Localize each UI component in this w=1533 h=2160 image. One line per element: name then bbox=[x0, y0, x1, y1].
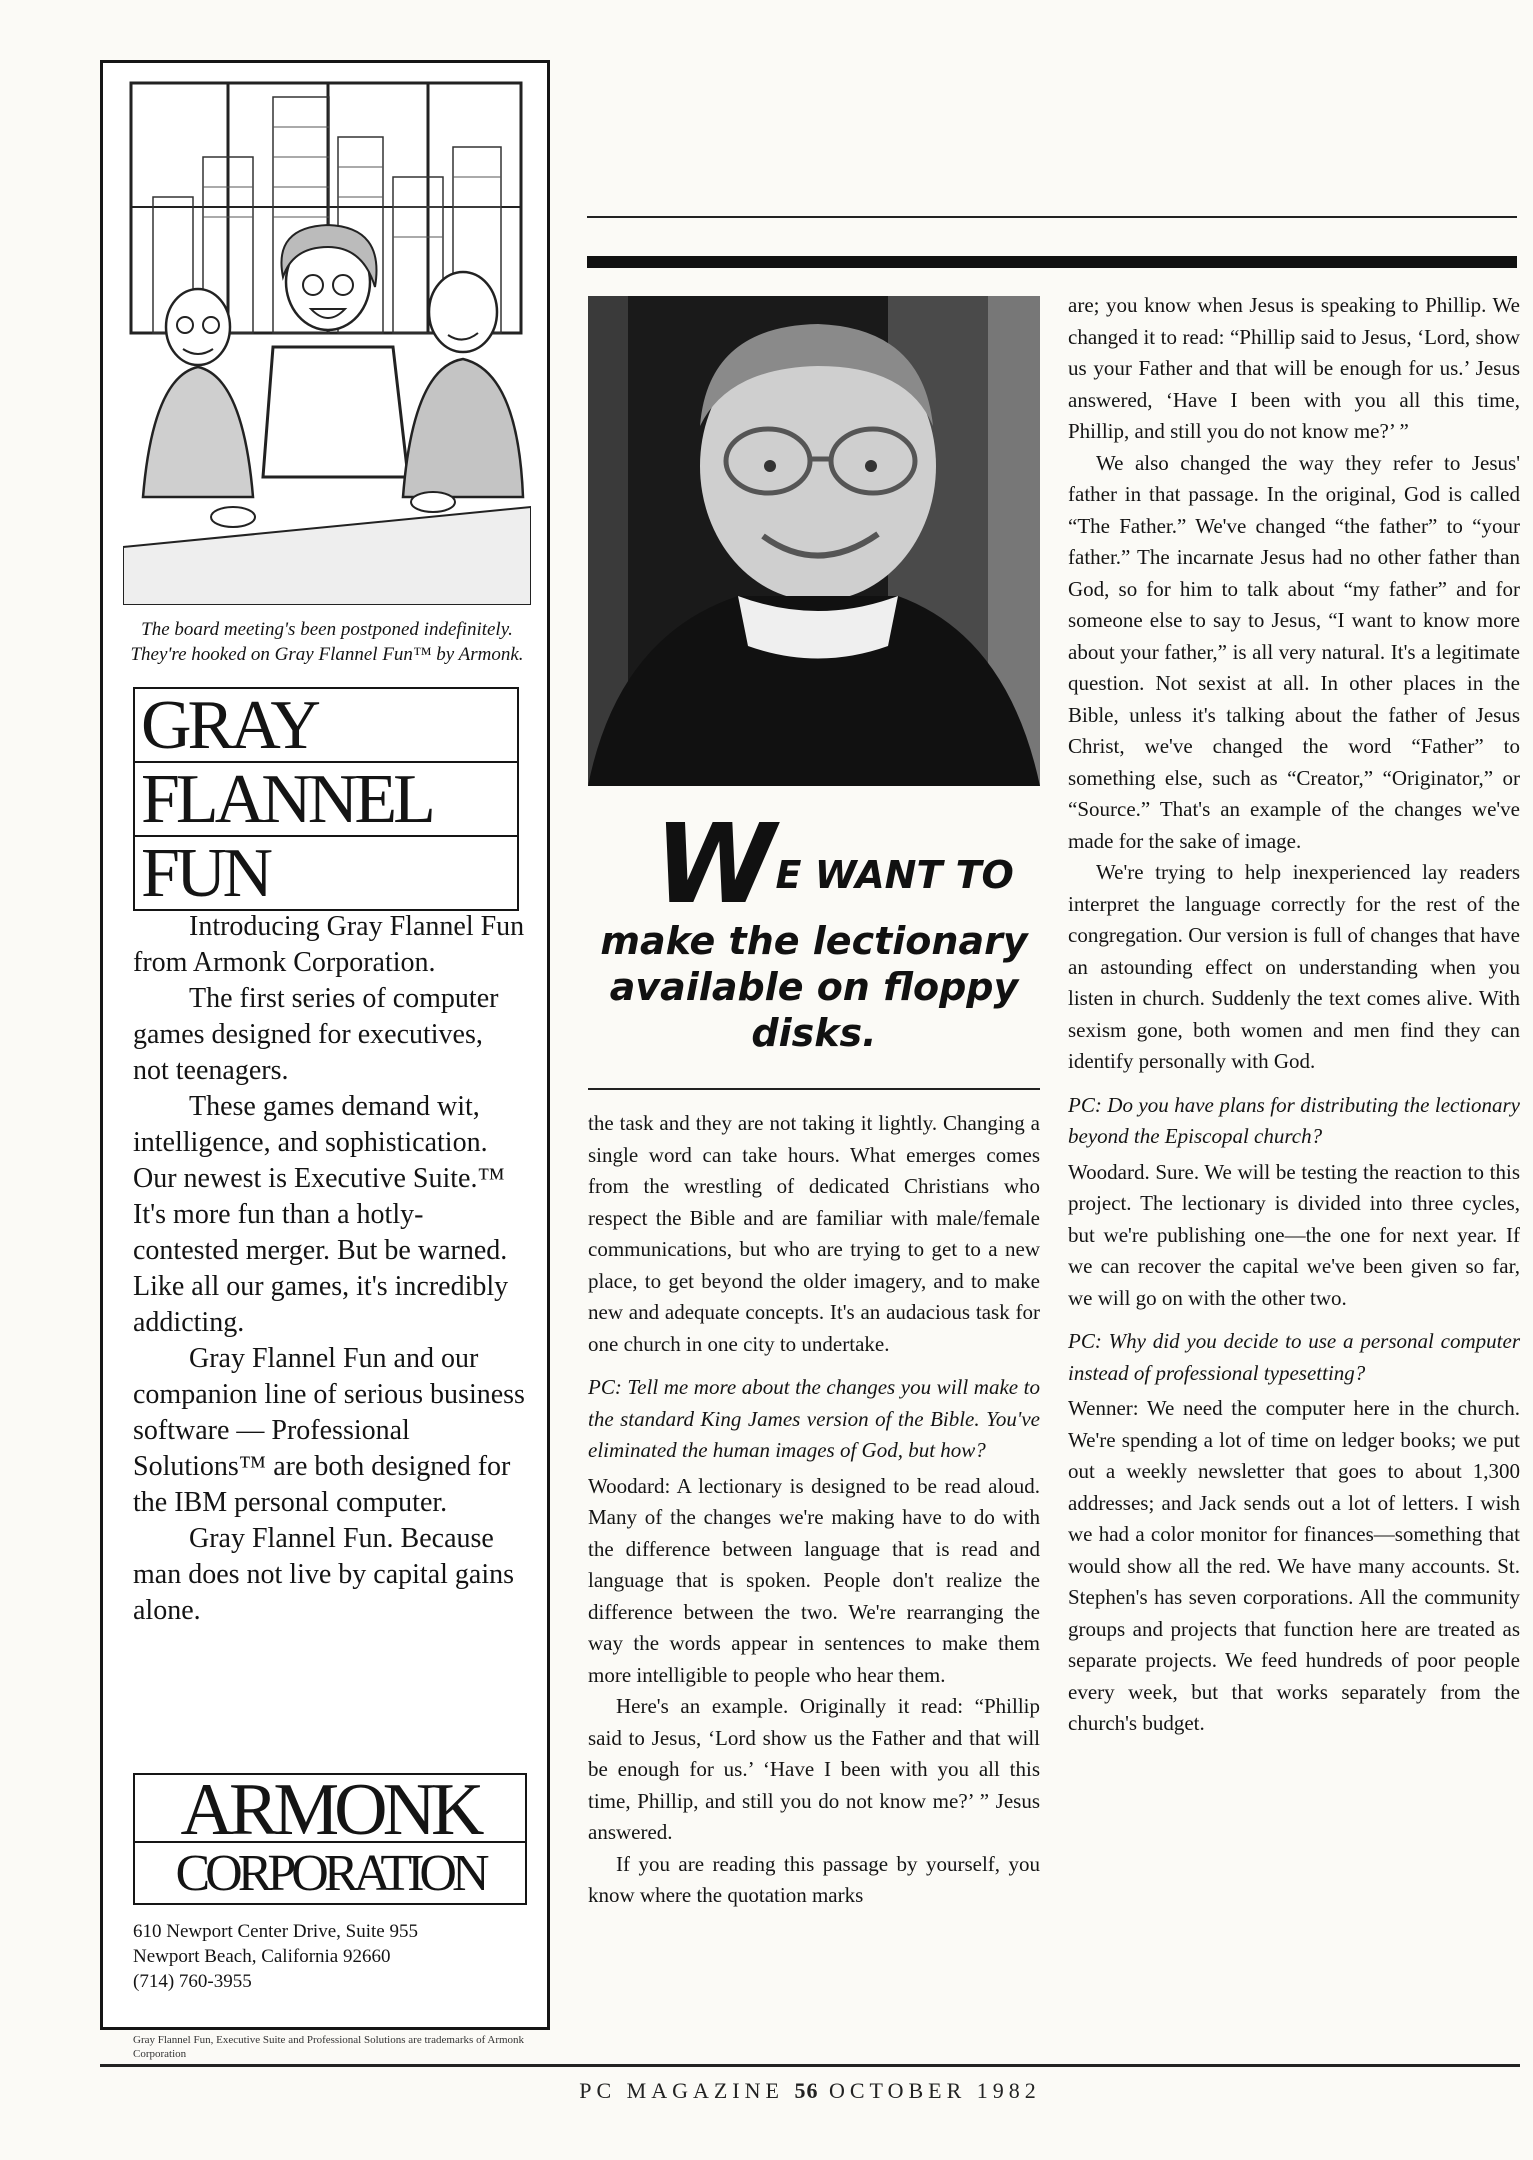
article-paragraph: If you are reading this passage by yourself, you know where the quotation marks bbox=[588, 1851, 1040, 1907]
pull-quote-first-line: E WANT TO bbox=[775, 853, 1014, 897]
armonk-logo-line: ARMONK bbox=[135, 1775, 525, 1843]
boardroom-illustration bbox=[123, 77, 531, 605]
logo-line: FUN bbox=[141, 837, 270, 909]
trademark-notice: Gray Flannel Fun, Executive Suite and Professional Solutions are trademarks of Armonk Corporation bbox=[133, 2034, 525, 2060]
ad-paragraph: Introducing Gray Flannel Fun from Armonk Corporation. bbox=[133, 911, 525, 978]
address-line: 610 Newport Center Drive, Suite 955 bbox=[133, 1921, 418, 1942]
phone-number: (714) 760-3955 bbox=[133, 1971, 252, 1992]
article-paragraph: We're trying to help inexperienced lay readers interpret the language correctly for the rest of the congregation. Our version is full of changes that have an astounding effect on understanding when you listen in church. Suddenly the text comes alive. With sexism gone, both women and men find they can identify personally with God. bbox=[1068, 860, 1520, 1073]
company-address bbox=[133, 1919, 527, 1994]
article-paragraph: We also changed the way they refer to Jesus' father in that passage. In the original, God is called “The Father.” We've changed “the father” to “your father.” The incarnate Jesus had no other father than God, so for him to talk about “my father” and for someone else to say to Jesus, “I want to know more about your father,” is all very natural. It's a legitimate question. Not sexist at all. In other places in the Bible, unless it's talking about the father of Jesus Christ, we've changed the word “Father” to something else, such as “Creator,” “Originator,” or “Source.” That's an example of the changes we've made for the sake of image. bbox=[1068, 450, 1520, 853]
article-paragraph: Here's an example. Originally it read: “Phillip said to Jesus, ‘Lord show us the Father and that will be enough for us.’ ‘Have I been with you all this time, Phillip, and still you do not know me?’ ” Jesus answered. bbox=[588, 1694, 1040, 1844]
page-footer bbox=[100, 2078, 1520, 2104]
article-column-2 bbox=[1068, 290, 1520, 1740]
pull-quote-line: make the lectionary bbox=[600, 919, 1028, 963]
ad-paragraph: Gray Flannel Fun. Because man does not live by capital gains alone. bbox=[133, 1523, 515, 1626]
article-paragraph: the task and they are not taking it lightly. Changing a single word can take hours. What emerges comes from the wrestling of dedicated Christians who respect the Bible and are familiar with male/female communications, but who are trying to get to a new place, to get beyond the older imagery, and to make new and adequate concepts. It's an audacious task for one church in one city to undertake. bbox=[588, 1111, 1040, 1356]
portrait-photo bbox=[588, 296, 1040, 786]
pull-quote-initial: W bbox=[654, 800, 776, 928]
pull-quote-line: disks. bbox=[751, 1011, 877, 1055]
interview-question: PC: Why did you decide to use a personal computer instead of professional typesetting? bbox=[1068, 1329, 1520, 1385]
interview-answer: Woodard. Sure. We will be testing the reaction to this project. The lectionary is divided into three cycles, but we're publishing one—the one for next year. If we can recover the capital we've been given so far, we will go on with the other two. bbox=[1068, 1159, 1520, 1310]
page-number: 56 bbox=[794, 2078, 819, 2103]
corporation-logo-line: CORPORATION bbox=[175, 1845, 485, 1902]
magazine-name: PC MAGAZINE bbox=[579, 2078, 784, 2103]
pull-quote bbox=[588, 800, 1040, 1056]
illustration-caption: The board meeting's been postponed indefinitely. They're hooked on Gray Flannel Fun™ by Armonk. bbox=[130, 619, 524, 665]
interview-answer: Wenner: We need the computer here in the church. We're spending a lot of time on ledger books; we put out a weekly newsletter that goes to about 1,300 addresses; and Jack sends out a lot of letters. I wish we had a color monitor for finances—something that would show all the red. We have many accounts. St. Stephen's has seven corporations. All the community groups and projects that function here are treated as separate projects. We feed hundreds of poor people every week, but that works separately from the church's budget. bbox=[1068, 1396, 1520, 1735]
pull-quote-rule bbox=[588, 1088, 1040, 1090]
interview-question: PC: Tell me more about the changes you will make to the standard King James version of the Bible. You've eliminated the human images of God, but how? bbox=[588, 1375, 1040, 1462]
pull-quote-line: available on floppy bbox=[609, 965, 1019, 1009]
gray-flannel-fun-logo bbox=[133, 687, 519, 911]
logo-line: FLANNEL bbox=[135, 763, 517, 837]
interview-answer: Woodard: A lectionary is designed to be read aloud. Many of the changes we're making have to do with the difference between language that is read and language that is spoken. People don't realize the difference between the two. We're rearranging the way the words appear in sentences to make them more intelligible to people who hear them. bbox=[588, 1473, 1040, 1687]
footer-rule bbox=[100, 2064, 1520, 2067]
interview-question: PC: Do you have plans for distributing the lectionary beyond the Episcopal church? bbox=[1068, 1092, 1520, 1148]
address-line: Newport Beach, California 92660 bbox=[133, 1946, 391, 1967]
header-thick-rule bbox=[587, 256, 1517, 268]
header-thin-rule bbox=[587, 216, 1517, 218]
ad-body-copy bbox=[133, 909, 525, 1629]
ad-paragraph: These games demand wit, intelligence, and sophistication. Our newest is Executive Suite.™ It's more fun than a hotly-contested merger. But be warned. Like all our games, it's incredibly addicting. bbox=[133, 1091, 509, 1338]
armonk-advertisement bbox=[100, 60, 550, 2060]
armonk-corporation-logo bbox=[133, 1773, 527, 1905]
article-column-1 bbox=[588, 1108, 1040, 1912]
logo-line: GRAY bbox=[135, 689, 517, 763]
issue-date: OCTOBER 1982 bbox=[828, 2078, 1041, 2103]
ad-paragraph: The first series of computer games designed for executives, not teenagers. bbox=[133, 983, 499, 1086]
ad-paragraph: Gray Flannel Fun and our companion line of serious business software — Professional Solutions™ are both designed for the IBM personal computer. bbox=[133, 1343, 525, 1518]
article-paragraph: are; you know when Jesus is speaking to Phillip. We changed it to read: “Phillip said to Jesus, ‘Lord, show us your Father and that will be enough for us.’ Jesus answered, ‘Have I been with you all this time, Phillip, and still you do not know me?’ ” bbox=[1068, 293, 1520, 443]
